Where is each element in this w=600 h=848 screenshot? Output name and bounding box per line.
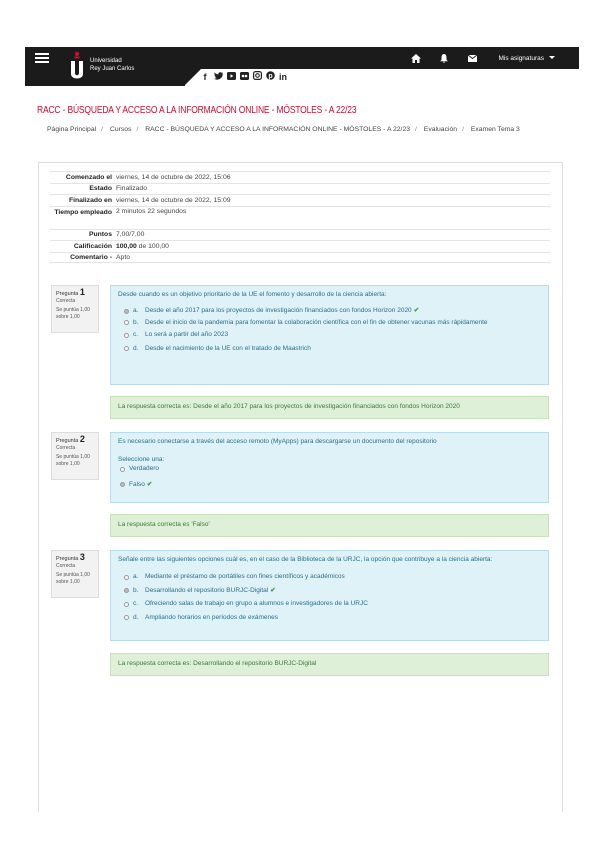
question-3-box xyxy=(110,550,549,641)
radio-button[interactable] xyxy=(120,467,125,472)
answer-option-verdadero[interactable]: Verdadero xyxy=(120,465,541,474)
twitter-icon[interactable] xyxy=(213,72,223,82)
notifications-bell-icon[interactable] xyxy=(430,54,458,63)
correct-check-icon: ✔ xyxy=(413,307,420,314)
summary-row-tiempo: Tiempo empleado 2 minutos 22 segundos xyxy=(50,206,550,229)
question-1-text: Desde cuando es un objetivo prioritario de la UE el fomento y desarrollo de la ciencia abierta: xyxy=(118,291,387,298)
answer-option[interactable]: a. Mediante el préstamo de portátiles con fines científicos y académicos xyxy=(124,573,541,582)
messages-envelope-icon[interactable] xyxy=(458,55,486,62)
radio-button[interactable] xyxy=(124,575,129,580)
summary-row-comenzado: Comenzado el viernes, 14 de octubre de 2022, 15:06 xyxy=(50,171,550,183)
answer-option[interactable]: b. Desde el inicio de la pandemia para fomentar la colaboración científica con el fin de obtener vacunas más rápidamente xyxy=(124,319,541,328)
radio-button[interactable] xyxy=(124,333,129,338)
answer-option[interactable]: c. Ofreciendo salas de trabajo en grupo a alumnos e investigadores de la URJC xyxy=(124,600,541,609)
breadcrumb-cursos[interactable]: Cursos xyxy=(109,126,132,133)
breadcrumb-exam[interactable]: Examen Tema 3 xyxy=(470,126,520,133)
answer-option[interactable]: d. Ampliando horarios en períodos de exámenes xyxy=(124,614,541,623)
question-1-box xyxy=(110,285,549,385)
linkedin-icon[interactable]: in xyxy=(279,71,287,82)
pinterest-icon[interactable] xyxy=(265,71,275,82)
question-3-text: Señale entre las siguientes opciones cuál es, en el caso de la Biblioteca de la URJC, la opción que contribuye a la ciencia abierta: xyxy=(118,556,493,563)
select-one-label: Seleccione una: xyxy=(118,456,165,463)
question-1-info: Pregunta 1 Correcta Se puntúa 1,00 sobre 1,00 xyxy=(51,285,99,333)
summary-row-calificacion: Calificación 100,00 de 100,00 xyxy=(50,240,550,252)
question-2-feedback: La respuesta correcta es 'Falso' xyxy=(110,514,549,537)
answer-option[interactable]: c. Lo será a partir del año 2023 xyxy=(124,331,541,340)
question-2-box xyxy=(110,432,549,503)
logo-bar-slant xyxy=(184,69,201,86)
summary-row-comentario: Comentario - Apto xyxy=(50,252,550,264)
breadcrumb-course[interactable]: RACC - BÚSQUEDA Y ACCESO A LA INFORMACIÓN ONLINE - MÓSTOLES - A 22/23 xyxy=(145,126,411,133)
svg-text:p: p xyxy=(267,73,273,80)
radio-button[interactable] xyxy=(124,346,129,351)
question-1-feedback: La respuesta correcta es: Desde el año 2017 para los proyectos de investigación financiados con fondos Horizon 2020 xyxy=(110,396,549,419)
answer-option[interactable]: b. Desarrollando el repositorio BURJC-Digital ✔ xyxy=(124,587,541,596)
social-links xyxy=(200,71,288,82)
question-3-answers xyxy=(118,573,541,622)
flickr-icon[interactable] xyxy=(239,72,249,82)
urjc-crest-icon xyxy=(65,49,89,83)
mis-asignaturas-dropdown[interactable]: Mis asignaturas xyxy=(498,55,555,62)
correct-check-icon: ✔ xyxy=(146,480,153,488)
question-2-info: Pregunta 2 Correcta Se puntúa 1,00 sobre 1,00 xyxy=(51,432,99,480)
question-1-answers xyxy=(118,307,541,353)
summary-row-estado: Estado Finalizado xyxy=(50,183,550,195)
top-icons xyxy=(402,47,579,69)
radio-button-checked[interactable] xyxy=(124,588,129,593)
home-icon[interactable] xyxy=(402,54,430,63)
summary-row-finalizado: Finalizado en viernes, 14 de octubre de 2022, 15:09 xyxy=(50,194,550,206)
question-2-text: Es necesario conectarse a través del acceso remoto (MyApps) para descargarse un documento del repositorio xyxy=(118,438,437,445)
university-logo[interactable] xyxy=(25,47,185,86)
answer-option[interactable]: a. Desde el año 2017 para los proyectos de investigación financiados con fondos Horizon 2020 ✔ xyxy=(124,307,541,316)
instagram-icon[interactable] xyxy=(252,71,262,82)
answer-option[interactable]: d. Desde el nacimiento de la UE con el tratado de Maastrich xyxy=(124,345,541,354)
radio-button[interactable] xyxy=(124,615,129,620)
radio-button-checked[interactable] xyxy=(120,482,125,487)
breadcrumb-evaluacion[interactable]: Evaluación xyxy=(423,126,458,133)
radio-button[interactable] xyxy=(124,602,129,607)
question-3-feedback: La respuesta correcta es: Desarrollando el repositorio BURJC-Digital xyxy=(110,653,549,676)
correct-check-icon: ✔ xyxy=(270,586,276,594)
attempt-summary-table xyxy=(50,171,550,263)
radio-button-checked[interactable] xyxy=(124,309,129,314)
youtube-icon[interactable] xyxy=(226,72,236,82)
answer-option-falso[interactable]: Falso ✔ xyxy=(120,481,541,490)
course-title: RACC - BÚSQUEDA Y ACCESO A LA INFORMACIÓN ONLINE - MÓSTOLES - A 22/23 xyxy=(37,105,357,116)
breadcrumb-home[interactable]: Página Principal xyxy=(47,126,97,133)
facebook-icon[interactable]: f xyxy=(203,71,207,82)
radio-button[interactable] xyxy=(124,320,129,325)
summary-row-puntos: Puntos 7,00/7,00 xyxy=(50,229,550,241)
breadcrumb: Página Principal / Cursos / RACC - BÚSQUEDA Y ACCESO A LA INFORMACIÓN ONLINE - MÓSTOLES - A 22/23 / Evaluación / Examen Tema 3 xyxy=(47,126,520,133)
question-3-info: Pregunta 3 Correcta Se puntúa 1,00 sobre 1,00 xyxy=(51,550,99,598)
university-name: Universidad Rey Juan Carlos xyxy=(90,58,135,72)
